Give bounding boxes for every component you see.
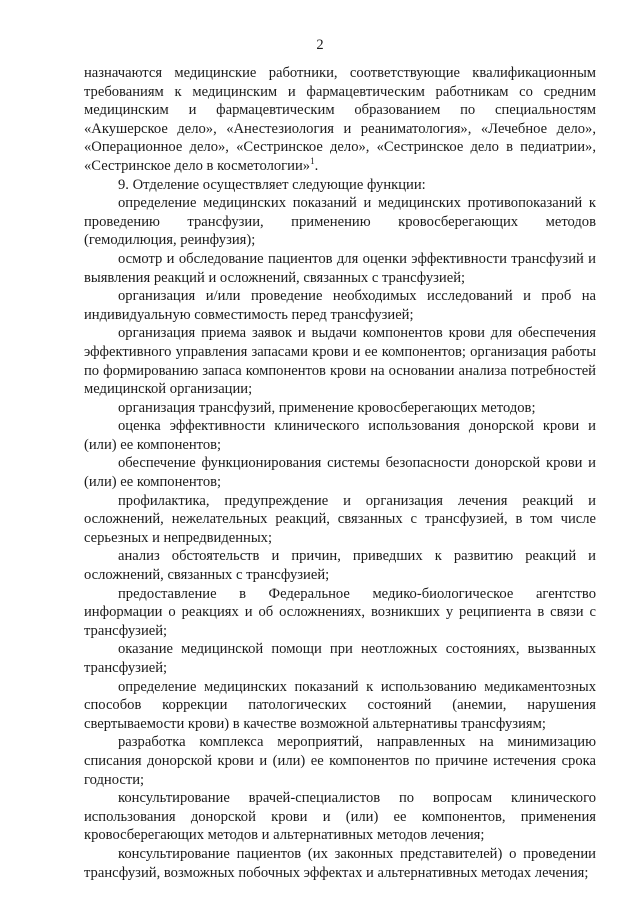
page-number: 2 bbox=[316, 37, 324, 53]
function-item: организация приема заявок и выдачи компонентов крови для обеспечения эффективного управления запасами крови и ее компонентов; организация работы по формированию запаса компонентов крови на основании анализа потребностей медицинской организации; bbox=[84, 325, 596, 398]
function-item: консультирование врачей-специалистов по вопросам клинического использования донорской крови и (или) ее компонентов, применения кровосберегающих методов и альтернативных методов лечения; bbox=[84, 790, 596, 844]
intro-end: . bbox=[314, 157, 319, 174]
function-item: профилактика, предупреждение и организация лечения реакций и осложнений, нежелательных реакций, связанных с трансфузией, в том числе серьезных и непредвиденных; bbox=[84, 492, 596, 546]
function-item: анализ обстоятельств и причин, приведших к развитию реакций и осложнений, связанных с трансфузией; bbox=[84, 548, 596, 584]
function-item: предоставление в Федеральное медико-биологическое агентство информации о реакциях и об осложнениях, возникших у реципиента в связи с трансфузией; bbox=[84, 585, 596, 639]
function-item: оценка эффективности клинического использования донорской крови и (или) ее компонентов; bbox=[84, 418, 596, 453]
function-item: разработка комплекса мероприятий, направленных на минимизацию списания донорской крови и (или) ее компонентов по причине истечения срока годности; bbox=[84, 734, 596, 788]
function-item: оказание медицинской помощи при неотложных состояниях, вызванных трансфузией; bbox=[84, 641, 596, 676]
section-heading: 9. Отделение осуществляет следующие функции: bbox=[118, 176, 426, 193]
function-item: организация трансфузий, применение кровосберегающих методов; bbox=[118, 399, 536, 416]
footnote-marker: 1 bbox=[310, 156, 315, 167]
function-item: обеспечение функционирования системы безопасности донорской крови и (или) ее компонентов; bbox=[84, 455, 596, 491]
function-item: определение медицинских показаний к использованию медикаментозных способов коррекции патологических состояний (анемии, нарушения свертываемости крови) в качестве возможной альтернативы трансфузиям; bbox=[84, 678, 596, 732]
document-body bbox=[84, 64, 596, 882]
function-item: консультирование пациентов (их законных представителей) о проведении трансфузий, возможных побочных эффектах и альтернативных методах лечения; bbox=[84, 845, 596, 881]
intro-paragraph bbox=[84, 64, 596, 176]
function-item: определение медицинских показаний и медицинских противопоказаний к проведению трансфузии, применению кровосберегающих методов (гемодилюция, реинфузия); bbox=[84, 195, 596, 249]
intro-text: назначаются медицинские работники, соответствующие квалификационным требованиям к медицинским и фармацевтическим работникам со средним медицинским и фармацевтическим образованием по специальностям «Акушерское дело», «Анестезиология и реаниматология», «Лечебное дело», «Операционное дело», «Сестринское дело», «Сестринское дело в педиатрии», «Сестринское дело в косметологии» bbox=[84, 65, 596, 174]
function-item: осмотр и обследование пациентов для оценки эффективности трансфузий и выявления реакций и осложнений, связанных с трансфузией; bbox=[84, 250, 596, 286]
function-item: организация и/или проведение необходимых исследований и проб на индивидуальную совместимость перед трансфузией; bbox=[84, 288, 596, 323]
